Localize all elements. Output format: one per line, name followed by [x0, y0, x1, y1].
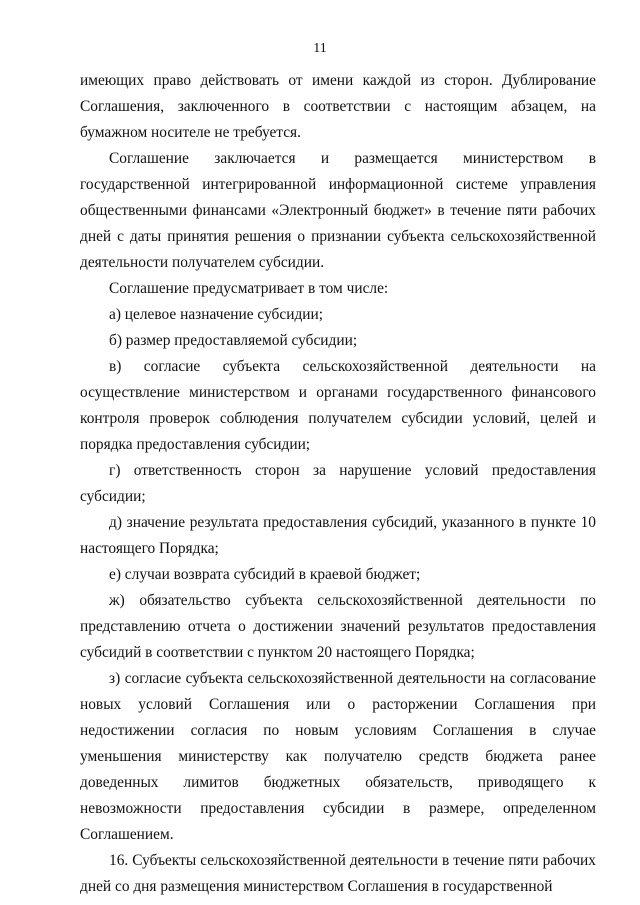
- paragraph-agreement-provisions: Соглашение предусматривает в том числе:: [109, 280, 389, 297]
- list-item-g: г) ответственность сторон за нарушение условий предоставления субсидии;: [80, 462, 596, 505]
- list-item-b: б) размер предоставляемой субсидии;: [109, 332, 358, 349]
- paragraph-agreement-placement: Соглашение заключается и размещается министерством в государственной интегрированной информационной системе управления общественными финансами «Электронный бюджет» в течение пяти рабочих дней с даты принятия решения о признании субъекта сельскохозяйственной деятельности получателем субсидии.: [80, 150, 596, 271]
- paragraph-continuation: имеющих право действовать от имени каждой из сторон. Дублирование Соглашения, заключенного в соответствии с настоящим абзацем, на бумажном носителе не требуется.: [80, 72, 596, 141]
- list-item-z: з) согласие субъекта сельскохозяйственной деятельности на согласование новых условий Соглашения или о расторжении Соглашения при недостижении согласия по новым условиям Соглашения в случае уменьшения министерству как получателю средств бюджета ранее доведенных лимитов бюджетных обязательств, приводящего к невозможности предоставления субсидии в размере, определенном Соглашением.: [80, 670, 596, 843]
- paragraph-item-16: 16. Субъекты сельскохозяйственной деятельности в течение пяти рабочих дней со дня размещения министерством Соглашения в государственной: [80, 852, 596, 895]
- list-item-e: е) случаи возврата субсидий в краевой бюджет;: [109, 566, 421, 583]
- list-item-a: а) целевое назначение субсидии;: [109, 306, 324, 323]
- list-item-zh: ж) обязательство субъекта сельскохозяйственной деятельности по представлению отчета о достижении значений результатов предоставления субсидий в соответствии с пунктом 20 настоящего Порядка;: [80, 592, 596, 661]
- page-number: 11: [313, 41, 327, 56]
- list-item-d: д) значение результата предоставления субсидий, указанного в пункте 10 настоящего Порядка;: [80, 514, 596, 557]
- list-item-v: в) согласие субъекта сельскохозяйственной деятельности на осуществление министерством и органами государственного финансового контроля проверок соблюдения получателем субсидии условий, целей и порядка предоставления субсидии;: [80, 358, 596, 453]
- document-body: [80, 68, 596, 900]
